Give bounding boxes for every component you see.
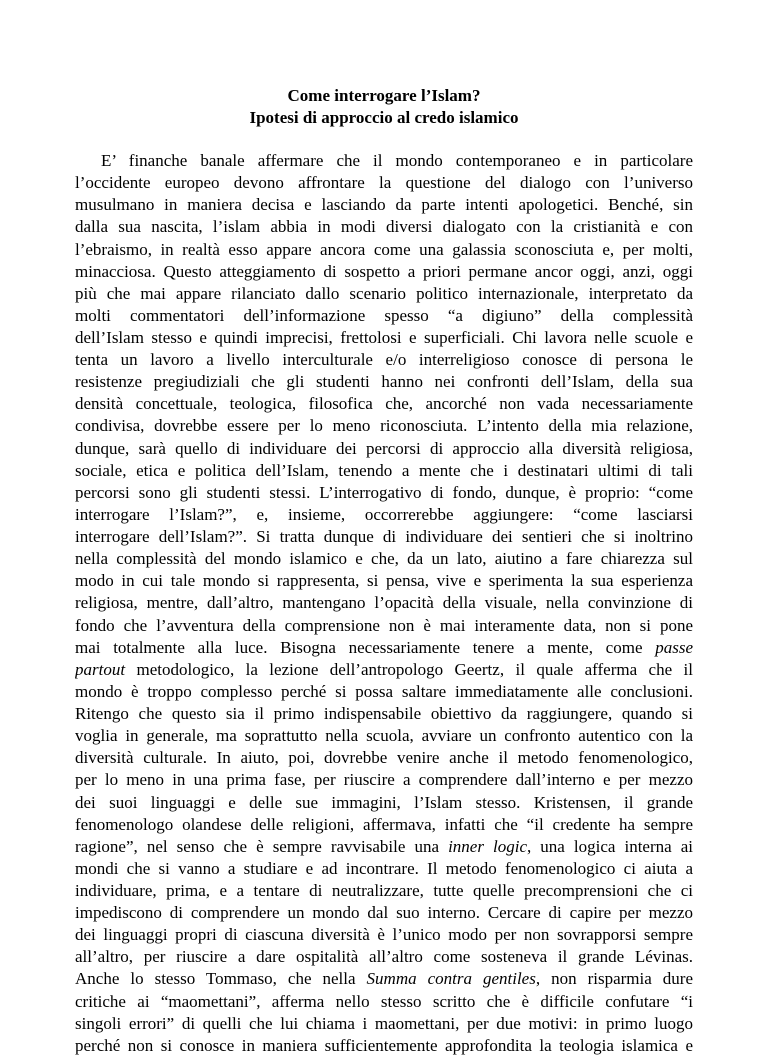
body-text-line	[75, 327, 693, 349]
text-segment: individuare, prima, e a tentare di neutralizzare, tutte quelle precomprensioni che ci	[75, 881, 693, 900]
document-subtitle: Ipotesi di approccio al credo islamico	[249, 108, 519, 127]
text-segment: mondo è troppo complesso perché si possa saltare immediatamente alle conclusioni.	[75, 681, 693, 701]
body-text-line	[75, 946, 693, 968]
body-text-line	[75, 239, 693, 261]
text-segment: singoli errori” di quelli che lui chiama i maomettani, per due motivi: in primo luogo	[75, 1013, 693, 1033]
body-text-line	[75, 460, 693, 482]
text-segment: l’occidente europeo devono affrontare la questione del dialogo con l’universo	[75, 173, 693, 193]
body-text-line	[75, 880, 693, 902]
text-segment: Anche lo stesso Tommaso, che nella	[75, 969, 367, 989]
body-text-line	[75, 371, 693, 393]
body-text-line	[75, 570, 693, 592]
body-text-line	[75, 283, 693, 305]
body-text-line	[75, 1013, 693, 1035]
body-text-line	[75, 172, 693, 194]
text-segment: tenta un lavoro a livello interculturale e/o interreligioso conosce di persona le	[75, 350, 693, 370]
text-segment: interrogare l’Islam?”, e, insieme, occorrerebbe aggiungere: “come lasciarsi	[75, 504, 693, 524]
text-segment: dell’Islam stesso e quindi imprecisi, frettolosi e superficiali. Chi lavora nelle scuole e	[75, 328, 693, 347]
body-text-line	[75, 194, 693, 216]
text-segment: mai totalmente alla luce. Bisogna necessariamente tenere a mente, come	[75, 637, 656, 657]
body-text-line	[75, 924, 693, 946]
text-segment: dunque, sarà quello di individuare dei percorsi di approccio alla diversità religiosa,	[75, 438, 693, 458]
body-text-line	[75, 438, 693, 460]
body-text-line	[75, 1035, 693, 1057]
body-text-line	[75, 482, 693, 504]
body-text-line	[75, 792, 693, 814]
text-segment: sociale, etica e politica dell’Islam, tenendo a mente che i destinatari ultimi di tali	[75, 460, 693, 480]
text-segment: minacciosa. Questo atteggiamento di sospetto a priori permane ancor oggi, anzi, oggi	[75, 261, 693, 281]
body-text-line	[75, 858, 693, 880]
italic-text: inner logic	[448, 836, 527, 856]
italic-text: Summa contra gentiles	[366, 969, 536, 989]
text-segment: fenomenologo olandese delle religioni, affermava, infatti che “il credente ha sempre	[75, 814, 693, 834]
italic-text: passe	[655, 637, 693, 657]
text-segment: più che mai appare rilanciato dallo scenario politico internazionale, interpretato da	[75, 283, 693, 303]
body-text-line	[75, 659, 693, 681]
italic-text: partout	[75, 659, 126, 679]
text-segment: molti commentatori dell’informazione spesso “a digiuno” della complessità	[75, 305, 693, 325]
body-text-line	[75, 349, 693, 371]
text-segment: E’ finanche banale affermare che il mondo contemporaneo e in particolare	[101, 151, 693, 170]
text-segment: fondo che l’avventura della comprensione non è mai interamente data, non si pone	[75, 615, 693, 635]
body-text-line	[75, 836, 693, 858]
text-segment: voglia in generale, ma soprattutto nella scuola, avviare un confronto autentico con la	[75, 726, 693, 746]
body-text-line	[75, 216, 693, 238]
document-title: Come interrogare l’Islam?	[287, 86, 481, 105]
body-text-line	[75, 615, 693, 637]
body-text-line	[75, 592, 693, 614]
body-text-line	[75, 814, 693, 836]
body-text-line	[75, 261, 693, 283]
body-text-line	[101, 150, 693, 172]
text-segment: modo in cui tale mondo si rappresenta, si pensa, vive e sperimenta la sua esperienza	[75, 571, 693, 591]
body-text-line	[75, 902, 693, 924]
text-segment: diversità culturale. In aiuto, poi, dovrebbe venire anche il metodo fenomenologico,	[75, 748, 693, 768]
text-segment: impediscono di comprendere un mondo dal suo interno. Cercare di capire per mezzo	[75, 903, 693, 923]
body-text-line	[75, 526, 693, 548]
text-segment: resistenze pregiudiziali che gli studenti hanno nei confronti dell’Islam, della sua	[75, 372, 693, 392]
text-segment: musulmano in maniera decisa e lasciando da parte intenti apologetici. Benché, sin	[75, 195, 693, 215]
text-segment: perché non si conosce in maniera sufficientemente approfondita la teologia islamica e	[75, 1035, 693, 1055]
text-segment: densità concettuale, teologica, filosofica che, ancorché non vada necessariamente	[75, 394, 693, 414]
body-text-line	[75, 393, 693, 415]
text-segment: , una logica interna ai	[527, 836, 693, 856]
text-segment: condivisa, dovrebbe essere per lo meno riconosciuta. L’intento della mia relazione,	[75, 416, 693, 436]
body-text-line	[75, 725, 693, 747]
body-text-line	[75, 681, 693, 703]
text-segment: critiche ai “maomettani”, afferma nello stesso scritto che è difficile confutare “i	[75, 991, 693, 1011]
body-text-line	[75, 548, 693, 570]
body-text-line	[75, 747, 693, 769]
text-segment: dalla sua nascita, l’islam abbia in modi diversi dialogato con la cristianità e con	[75, 217, 693, 237]
text-segment: mondi che si vanno a studiare e ad incontrare. Il metodo fenomenologico ci aiuta a	[75, 858, 693, 878]
text-segment: nella complessità del mondo islamico e che, da un lato, aiutino a fare chiarezza sul	[75, 549, 693, 569]
body-text-line	[75, 415, 693, 437]
text-segment: per lo meno in una prima fase, per riuscire a comprendere dall’interno e per mezzo	[75, 770, 693, 790]
body-text-line	[75, 637, 693, 659]
text-segment: ragione”, nel senso che è sempre ravvisabile una	[75, 836, 449, 856]
text-segment: interrogare dell’Islam?”. Si tratta dunque di individuare dei sentieri che si inoltrino	[75, 527, 693, 546]
text-segment: l’ebraismo, in realtà esso appare ancora come una galassia sconosciuta e, per molti,	[75, 239, 693, 259]
body-text-line	[75, 769, 693, 791]
text-segment: religiosa, mentre, dall’altro, mantengano l’opacità della visuale, nella convinzione di	[75, 593, 693, 613]
text-segment: dei suoi linguaggi e delle sue immagini, l’Islam stesso. Kristensen, il grande	[75, 792, 693, 812]
text-segment: dei linguaggi propri di ciascuna diversità è l’unico modo per non sovrapporsi sempre	[75, 925, 693, 945]
text-segment: , non risparmia dure	[535, 969, 693, 989]
body-text-line	[75, 305, 693, 327]
body-text-line	[75, 504, 693, 526]
text-segment: percorsi sono gli studenti stessi. L’interrogativo di fondo, dunque, è proprio: “come	[75, 482, 693, 502]
body-text-line	[75, 703, 693, 725]
text-segment: metodologico, la lezione dell’antropologo Geertz, il quale afferma che il	[125, 659, 693, 679]
text-segment: Ritengo che questo sia il primo indispensabile obiettivo da raggiungere, quando si	[75, 704, 693, 723]
body-text-line	[75, 968, 693, 990]
text-segment: all’altro, per riuscire a dare ospitalità all’altro come sosteneva il grande Lévinas.	[75, 947, 693, 967]
